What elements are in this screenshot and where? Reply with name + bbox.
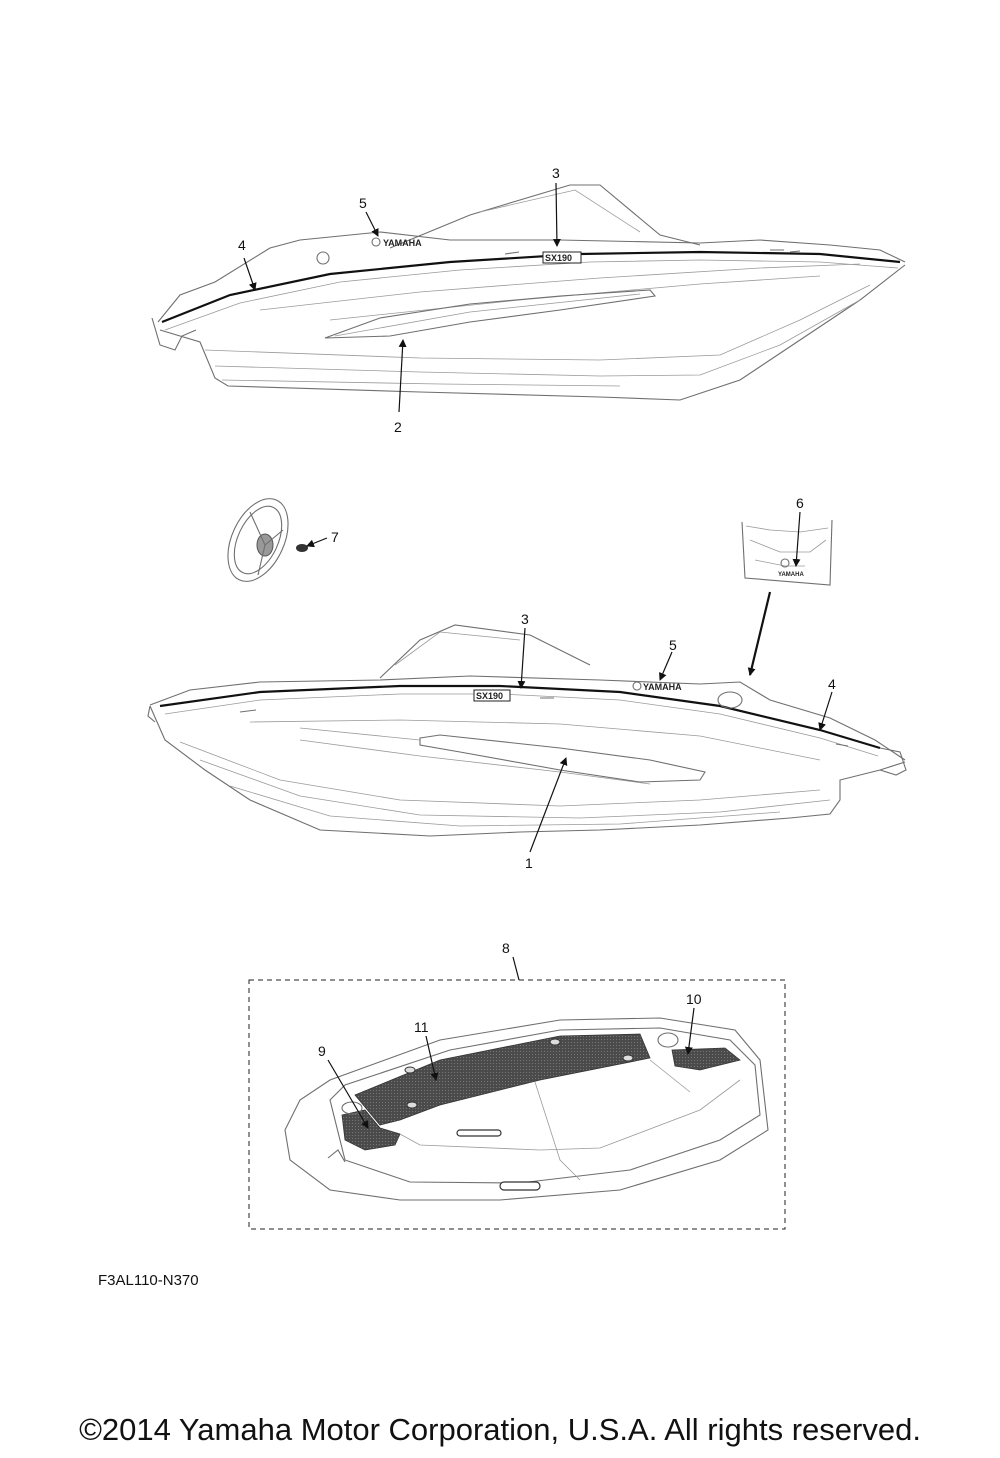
boat-top-view (152, 185, 905, 400)
callout-1-bottom: 1 (525, 855, 533, 871)
callout-9: 9 (318, 1043, 326, 1059)
callout-6: 6 (796, 495, 804, 511)
steering-wheel (216, 489, 308, 591)
callout-4-top: 4 (238, 237, 246, 253)
callout-8: 8 (502, 940, 510, 956)
model-decal-text: SX190 (545, 253, 573, 263)
inset-yamaha-decal: YAMAHA (778, 572, 804, 578)
top-boat-leaders (244, 183, 557, 412)
boat-bottom-view (148, 625, 906, 836)
callout-5-bottom: 5 (669, 637, 677, 653)
copyright-notice: ©2014 Yamaha Motor Corporation, U.S.A. All rights reserved. (79, 1412, 921, 1447)
callout-2-top: 2 (394, 419, 402, 435)
model-decal-text-2: SX190 (476, 691, 504, 701)
callout-3-top: 3 (552, 165, 560, 181)
callout-10: 10 (686, 991, 702, 1007)
callout-11: 11 (414, 1019, 429, 1035)
callout-4-bottom: 4 (828, 676, 836, 692)
callout-7: 7 (331, 529, 339, 545)
yamaha-decal-text: YAMAHA (383, 238, 422, 248)
yamaha-decal-text-2: YAMAHA (643, 682, 682, 692)
callout-3-bottom: 3 (521, 611, 529, 627)
detail-inset (742, 520, 832, 585)
figure-code: F3AL110-N370 (98, 1272, 199, 1289)
callout-5-top: 5 (359, 195, 367, 211)
